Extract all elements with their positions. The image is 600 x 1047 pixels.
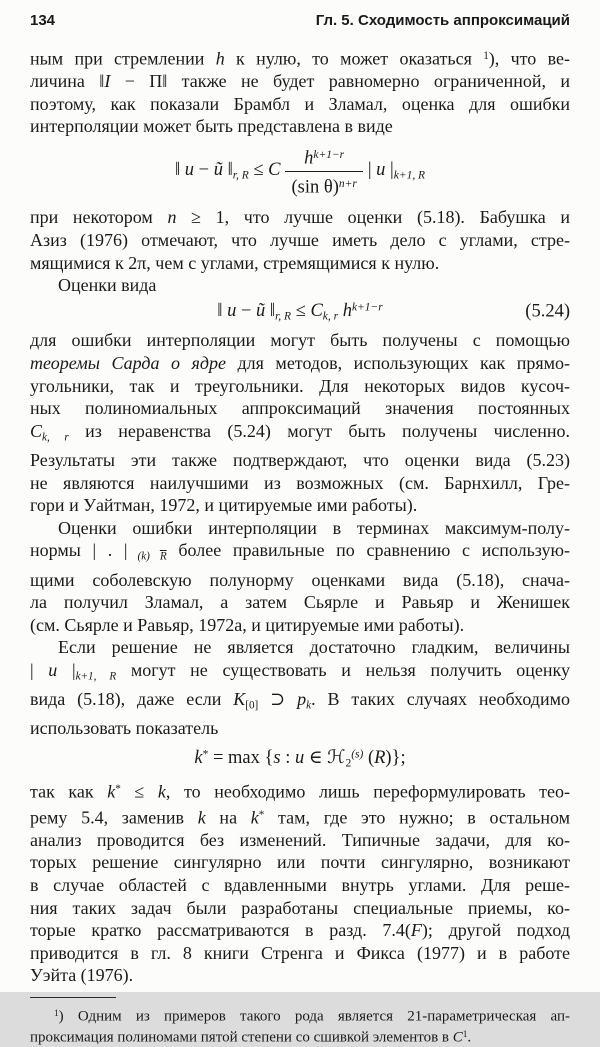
text-line: ным при стремлении h к нулю, то может оказаться $^1$), что ве- xyxy=(30,48,570,69)
paragraph-intro xyxy=(30,45,570,138)
text-line: ных полиномиальных аппроксимаций значения постоянных xyxy=(30,398,570,419)
footnote xyxy=(30,1005,570,1047)
text-line: использовать показатель xyxy=(30,718,219,739)
paragraph-sard-kernel xyxy=(30,329,570,516)
text-line: поэтому, как показали Брамбл и Зламал, оценка для ошибки xyxy=(30,93,570,114)
text-line: интерполяции может быть представлена в виде xyxy=(30,116,393,137)
paragraph-nonsmooth-solution xyxy=(30,636,570,740)
text-line: Оценки ошибки интерполяции в терминах максимум-полу- xyxy=(58,517,570,538)
text-line: торые кратко рассматриваются в разд. 7.4(F); другой подход xyxy=(30,920,570,941)
text-line: мящимися к 2π, чем с углами, стремящимися к нулю. xyxy=(30,252,440,273)
text-line: ла получил Зламал, а затем Сьярле и Равьяр и Женишек xyxy=(30,592,570,613)
fraction-numerator: $h^{k+1-r}$ xyxy=(285,145,362,172)
text-line: приводится в гл. 8 книги Стренга и Фикса (1977) и в работе xyxy=(30,942,570,963)
text-line: анализ проводится без изменений. Типичные задачи, для ко- xyxy=(30,829,570,850)
text-line: в случае областей с вдавленными внутрь углами. Для реше- xyxy=(30,874,570,895)
text-line: рему 5.4, заменив k на k* там, где это нужно; в остальном xyxy=(30,807,571,828)
paragraph-estimates-of-form xyxy=(30,274,570,297)
paragraph-singular-problems xyxy=(30,778,570,987)
page-number: 134 xyxy=(30,12,56,29)
text-line: вида (5.18), даже если $K_{[0]}$ ⊃ $p_k$. В таких случаях необходимо xyxy=(30,689,570,712)
paragraph-max-seminorm xyxy=(30,517,570,637)
formula-k-star xyxy=(30,747,570,770)
text-line: Оценки вида xyxy=(58,275,157,296)
text-line: (см. Сьярле и Равьяр, 1972а, и цитируемые ими работы). xyxy=(30,614,465,635)
page-footer xyxy=(30,997,570,1047)
footnote-rule xyxy=(30,997,116,998)
text-line: теоремы Сарда о ядре для методов, использующих как прямо- xyxy=(30,353,571,374)
text-line: личина ‖I − П‖ также не будет равномерно ограниченной, и xyxy=(30,71,570,92)
chapter-title: Гл. 5. Сходимость аппроксимаций xyxy=(315,12,570,29)
page-body xyxy=(30,45,570,987)
text-line: Уэйта (1976). xyxy=(30,965,134,986)
formula-main: k* = max {s : u ∈ ℋ$_2^{(s)}$ (R)}; xyxy=(194,747,406,770)
fraction xyxy=(285,145,362,197)
text-line: Если решение не является достаточно гладким, величины xyxy=(58,637,570,658)
text-line: $C_{k, r}$ из неравенства (5.24) могут быть получены численно. xyxy=(30,420,570,444)
formula-interpolation-error xyxy=(30,145,570,197)
text-line: щими соболевскую полунорму оценками вида (5.18), снача- xyxy=(30,569,570,590)
text-line: | u $|_{k+1, R}$ могут не существовать и нельзя получить оценку xyxy=(30,659,571,683)
text-line: ния таких задач были разработаны специальные приемы, ко- xyxy=(30,897,570,918)
formula-right: | u $|_{k+1, R}$ xyxy=(367,160,426,183)
text-line: гори и Уайтман, 1972, и цитируемые ими работы). xyxy=(30,495,418,516)
formula-5-24 xyxy=(30,301,570,323)
text-line: так как k* ≤ k, то необходимо лишь переформулировать тео- xyxy=(30,782,570,803)
text-line: угольники, так и треугольники. Для некоторых видов кусоч- xyxy=(30,375,570,396)
formula-main: ‖ u − ũ $‖_{r, R} \le C_{k, r}$ $h^{k+1-r}$ xyxy=(217,300,383,323)
text-line: нормы | . | $_{(k)}$ $_{\overline{R}}$ более правильные по сравнению с использую- xyxy=(30,540,570,563)
text-line: Результаты эти также подтверждают, что оценки вида (5.23) xyxy=(30,449,570,470)
equation-number: (5.24) xyxy=(525,301,570,322)
text-line: Азиз (1976) отмечают, что лучше иметь дело с углами, стре- xyxy=(30,230,570,251)
text-line: торых решение сингулярно или почти сингулярно, возникают xyxy=(30,852,570,873)
footnote-line: проксимация полиномами пятой степени со сшивкой элементов в $C^1$. xyxy=(30,1029,472,1046)
page-header xyxy=(30,12,570,29)
text-line: для ошибки интерполяции могут быть получены с помощью xyxy=(30,330,570,351)
text-line: не являются наилучшими из возможных (см. Барнхилл, Гре- xyxy=(30,472,570,493)
formula-left: ‖ u − ũ $‖_{r, R} \le C$ xyxy=(174,160,281,183)
footnote-line: $^1$) Одним из примеров такого рода является 21-параметрическая ап- xyxy=(54,1008,570,1025)
paragraph-babuska-aziz xyxy=(30,206,570,274)
fraction-denominator: (sin θ)$^{n+r}$ xyxy=(291,177,357,198)
text-line: при некотором n ≥ 1, что лучше оценки (5.18). Бабушка и xyxy=(30,207,570,228)
